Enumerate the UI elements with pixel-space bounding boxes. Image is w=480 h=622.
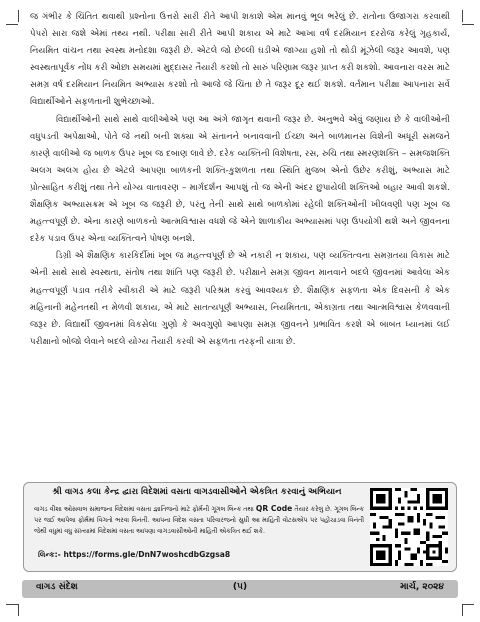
- article-paragraph: જ ગંભીર કે ચિંતિત થવાથી પ્રશ્નોના ઉત્તરો સારી રીતે આપી શકાશે એમ માનવું ભૂલ ભરેલું છે. રાતોના ઉજાગરા કરવાથી પેપરો સારા જશે એમાં તથ્ય નથી. પરીક્ષા સારી રીતે આપી શકાય એ માટે આખા વર્ષ દરમિયાન દરરોજ કરેલું ગૃહકાર્ય, નિયમિત વાંચન તથા સ્વસ્થ મનોદશા જરૂરી છે. એટલે જો છેલ્લી ઘડીએ જાગ્યા હશો તો થોડી મૂંઝેલી જરૂર આવશે, પણ સ્વસ્થતાપૂર્વક નોંધ કરી ઓછા સમયમાં મુદ્દાસર તૈયારી કરશો તો સારું પરિણામ જરૂર પ્રાપ્ત કરી શકશો. આવનારા વરસ માટે સમગ્ર વર્ષ દરમિયાન નિયમિત અભ્યાસ કરશો તો આજે જે ચિંતા છે તે જરૂર દૂર થઈ શકશે. વર્તમાન પરીક્ષા આપનારા સર્વે વિદ્યાર્થીઓને સફળતાની શુભેચ્છાઓ.: [30, 12, 450, 108]
- campaign-text-part: તૈયાર કરેલું છે. ગૂગલ લિન્ક પર જઈ આપેલા ફોર્મમાં વિગતો ભરવા વિનંતી. આપના વિદેશ વસતા પરિવારજનો સુધી આ માહિતી વોટસએપ પર પહોંચાડવા વિનંતી જેથી વધુમાં વધુ સંખ્યામાં વિદેશમાં વસતા આપણા વાગડવાસીઓની માહિતી એકત્રિત થઈ શકે.: [34, 506, 364, 535]
- crop-mark: [18, 10, 19, 22]
- crop-mark: [462, 10, 463, 22]
- qr-code-label: QR Code: [255, 504, 293, 513]
- article-body: [30, 9, 450, 351]
- campaign-box: [23, 482, 457, 572]
- crop-mark: [462, 604, 474, 605]
- page-footer: [22, 580, 458, 598]
- crop-mark: [462, 604, 463, 616]
- issue-date: માર્ચ, ૨૦૨૪: [400, 582, 444, 592]
- crop-mark: [6, 24, 18, 25]
- campaign-text-part: વાગડ વીશા ઓસવાલ સમાજના વિદેશમાં વસતા જ્ઞાતિજનો માટે ફોર્મની ગૂગલ લિન્ક તથા: [34, 506, 254, 513]
- article-paragraph: ડિગ્રી એ શૈક્ષણિક કારકિર્દીમાં ખૂબ જ મહત્ત્વપૂર્ણ છે એ નકારી ન શકાય, પણ વ્યક્તિત્વના સમગ્રતયા વિકાસ માટે એની સાથે સાથે સ્વસ્થતા, સંતોષ તથા શાંતિ પણ જરૂરી છે. પરીક્ષાને સમગ્ર જીવન માનવાને બદલે જીવનમાં આવેલા એક મહત્ત્વપૂર્ણ પડાવ તરીકે સ્વીકારી એ માટે જરૂરી પરિશ્રમ કરવું આવશ્યક છે. શૈક્ષણિક સફળતા એક દિવસની કે એક મહિનાની મહેનતથી ન મેળવી શકાય, એ માટે સાતત્યપૂર્ણ અભ્યાસ, નિયમિતતા, એકાગ્રતા તથા આત્મવિશ્વાસ કેળવવાની જરૂર છે. વિદ્યાર્થી જીવનમાં વિકસેલા ગુણો કે અવગુણો આપણા સમગ્ર જીવનને પ્રભાવિત કરશે એ બાબત ધ્યાનમાં લઈ પરીક્ષાનો બોજો લેવાને બદલે યોગ્ય તૈયારી કરવી એ સફળતા તરફની યાત્રા છે.: [30, 251, 450, 347]
- qr-code-icon[interactable]: [370, 488, 448, 566]
- campaign-text: [34, 503, 364, 537]
- crop-mark: [18, 604, 19, 616]
- magazine-name: વાગડ સંદેશ: [36, 582, 78, 592]
- campaign-title: શ્રી વાગડ કલા કેન્દ્ર દ્વારા વિદેશમાં વસતા વાગડવાસીઓને એકત્રિત કરવાનું અભિયાન: [52, 487, 342, 497]
- form-link[interactable]: [38, 550, 358, 560]
- crop-mark: [462, 24, 474, 25]
- form-link-url[interactable]: https://forms.gle/DnN7woshcdbGzgsa8: [63, 550, 231, 559]
- article-paragraph: વિદ્યાર્થીઓની સાથે સાથે વાલીઓએ પણ આ અંગે જાગૃત થવાની જરૂર છે. અનુભવે એવું જણાય છે કે વાલીઓની વધુપડતી અપેક્ષાઓ, પોતે જે નથી બની શક્યા એ સંતાનને બનાવવાની ઈચ્છા અને બાળમાનસ વિશેની અધૂરી સમજને કારણે વાલીઓ જ બાળક ઉપર ખૂબ જ દબાણ લાવે છે. દરેક વ્યક્તિની વિશેષતા, રસ, રુચિ તથા સ્મરણશક્તિ – સમજશક્તિ અલગ અલગ હોય છે એટલે આપણા બાળકની શક્તિ-કુશળતા તથા સ્થિતિ મુજબ એનો ઉછેર કરીશું, અભ્યાસ માટે પ્રોત્સાહિત કરીશું તથા તેને યોગ્ય વાતાવરણ – માર્ગદર્શન આપશું તો જ એની અંદર છુપાયેલી શક્તિઓ બહાર આવી શકશે. શૈક્ષણિક અભ્યાસક્રમ એ ખૂબ જ જરૂરી છે, પરંતુ તેની સાથે સાથે બાળકોમાં રહેલી શક્તિઓની ખીલવણી પણ ખૂબ જ મહત્ત્વપૂર્ણ છે. એના કારણે બાળકનો આત્મવિશ્વાસ વધશે જે એને શાળાકીય અભ્યાસમાં પણ ઉપયોગી થશે અને જીવનના દરેક પડાવ ઉપર એના વ્યક્તિત્વને પોષણ બનશે.: [30, 114, 450, 245]
- crop-mark: [6, 604, 18, 605]
- form-link-label: લિન્ક:-: [38, 550, 61, 559]
- page-number: (૫): [232, 582, 248, 592]
